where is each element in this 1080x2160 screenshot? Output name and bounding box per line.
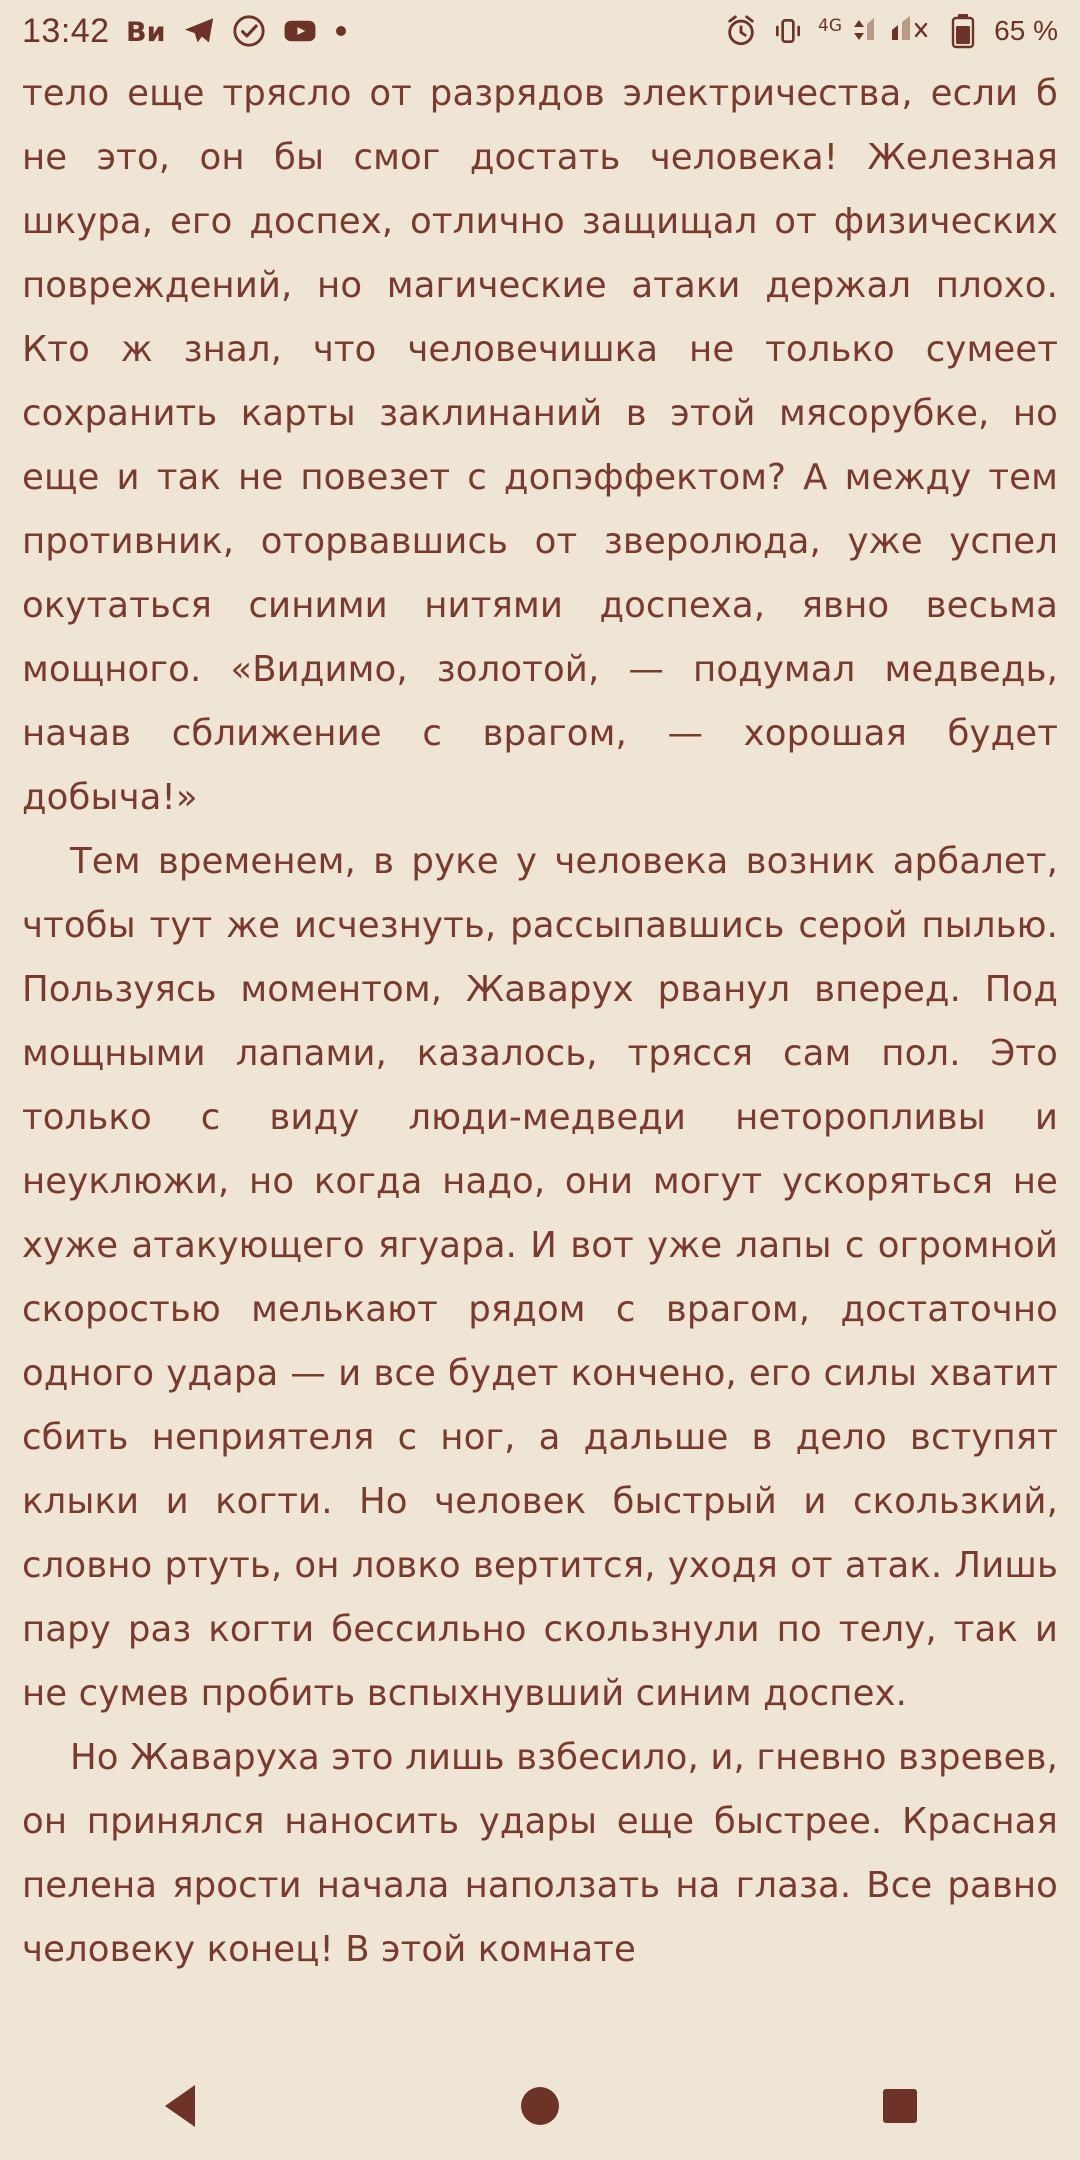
- svg-text:Ви: Ви: [125, 17, 166, 48]
- home-circle-icon: [521, 2087, 559, 2125]
- paragraph: Но Жаваруха это лишь взбесило, и, гневно взревев, он принялся наносить удары еще быстрее. Красная пелена ярости начала наползать на глаза. Все равно человеку конец! В этой комнате: [22, 1737, 1058, 1970]
- back-triangle-icon: [165, 2085, 195, 2127]
- more-dot-icon: [334, 24, 348, 38]
- battery-percent-label: 65 %: [994, 15, 1058, 46]
- nav-back-button[interactable]: [120, 2052, 240, 2160]
- page-text-body: [22, 62, 1058, 1982]
- svg-text:4G: 4G: [818, 16, 843, 36]
- battery-icon: [950, 13, 976, 49]
- status-clock: 13:42: [22, 11, 110, 50]
- recents-square-icon: [883, 2089, 917, 2123]
- reader-page[interactable]: [0, 62, 1080, 2052]
- telegram-icon: [182, 14, 216, 48]
- signal-4g-icon: [818, 14, 876, 48]
- nav-home-button[interactable]: [480, 2052, 600, 2160]
- vibrate-icon: [772, 14, 804, 48]
- signal-bars-icon: [890, 14, 936, 48]
- status-bar-right: [724, 13, 1058, 49]
- navigation-bar: [0, 2052, 1080, 2160]
- paragraph: тело еще трясло от разрядов электричества, если б не это, он бы смог достать человека! Железная шкура, его доспех, отлично защищал от физических повреждений, но магические атаки держал плохо. Кто ж знал, что человечишка не только сумеет сохранить карты заклинаний в этой мясорубке, но еще и так не повезет с допэффектом? А между тем противник, оторвавшись от зверолюда, уже успел окутаться синими нитями доспеха, явно весьма мощного. «Видимо, золотой, — подумал медведь, начав сближение с врагом, — хорошая будет добыча!»: [22, 73, 1058, 818]
- vk-icon: [126, 14, 166, 48]
- clock-check-icon: [232, 14, 266, 48]
- status-bar: [0, 0, 1080, 62]
- status-bar-left: [22, 12, 348, 51]
- paragraph: Тем временем, в руке у человека возник арбалет, чтобы тут же исчезнуть, рассыпавшись серой пылью. Пользуясь моментом, Жаварух рванул вперед. Под мощными лапами, казалось, трясся сам пол. Это только с виду люди-медведи неторопливы и неуклюжи, но когда надо, они могут ускоряться не хуже атакующего ягуара. И вот уже лапы с огромной скоростью мелькают рядом с врагом, достаточно одного удара — и все будет кончено, его силы хватит сбить неприятеля с ног, а дальше в дело вступят клыки и когти. Но человек быстрый и скользкий, словно ртуть, он ловко вертится, уходя от атак. Лишь пару раз когти бессильно скользнули по телу, так и не сумев пробить вспыхнувший синим доспех.: [22, 841, 1058, 1714]
- nav-recents-button[interactable]: [840, 2052, 960, 2160]
- youtube-icon: [282, 14, 318, 48]
- alarm-icon: [724, 14, 758, 48]
